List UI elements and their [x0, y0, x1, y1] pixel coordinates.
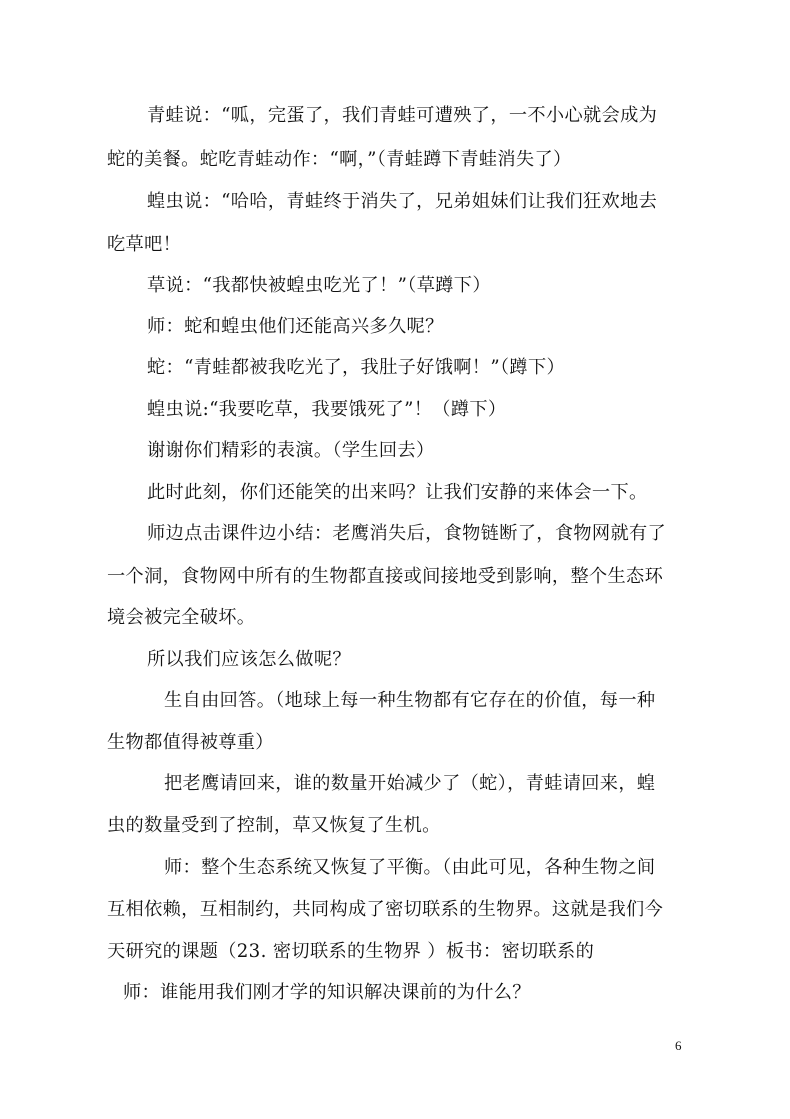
paragraph-line: 境会被完全破坏。	[107, 607, 256, 628]
paragraph-line: 吃草吧！	[107, 234, 182, 255]
paragraph-line: 天研究的课题（23. 密切联系的生物界 ）板书：密切联系的	[107, 941, 595, 962]
paragraph-line: 师：谁能用我们刚才学的知识解决课前的为什么？	[123, 982, 531, 1003]
paragraph-line: 互相依赖，互相制约，共同构成了密切联系的生物界。这就是我们今	[107, 899, 664, 920]
paragraph-line: 生自由回答。（地球上每一种生物都有它存在的价值，每一种	[164, 690, 656, 711]
paragraph-line: 把老鹰请回来，谁的数量开始减少了（蛇），青蛙请回来，蝗	[164, 773, 656, 794]
paragraph-line: 蛇：“青蛙都被我吃光了，我肚子好饿啊！”（蹲下）	[147, 357, 566, 378]
paragraph-line: 青蛙说：“呱，完蛋了，我们青蛙可遭殃了，一不小心就会成为	[147, 105, 658, 126]
paragraph-line: 虫的数量受到了控制，草又恢复了生机。	[107, 815, 441, 836]
paragraph-line: 生物都值得被尊重）	[107, 732, 274, 753]
paragraph-line: 师：蛇和蝗虫他们还能高兴多久呢？	[147, 316, 444, 337]
paragraph-line: 谢谢你们精彩的表演。（学生回去）	[147, 440, 435, 461]
paragraph-line: 所以我们应该怎么做呢？	[147, 649, 351, 670]
paragraph-line: 师边点击课件边小结：老鹰消失后，食物链断了，食物网就有了	[147, 523, 667, 544]
paragraph-line: 草说：“我都快被蝗虫吃光了！”（草蹲下）	[147, 275, 491, 296]
paragraph-line: 蝗虫说：“哈哈，青蛙终于消失了，兄弟姐妹们让我们狂欢地去	[147, 191, 658, 212]
paragraph-line: 蝗虫说:“我要吃草，我要饿死了”！（蹲下）	[147, 399, 507, 420]
page-number: 6	[675, 1038, 682, 1053]
paragraph-line: 蛇的美餐。蛇吃青蛙动作：“啊，”（青蛙蹲下青蛙消失了）	[107, 149, 572, 170]
paragraph-line: 此时此刻，你们还能笑的出来吗？让我们安静的来体会一下。	[147, 482, 648, 503]
paragraph-line: 一个洞，食物网中所有的生物都直接或间接地受到影响，整个生态环	[107, 566, 664, 587]
paragraph-line: 师：整个生态系统又恢复了平衡。（由此可见，各种生物之间	[164, 857, 656, 878]
